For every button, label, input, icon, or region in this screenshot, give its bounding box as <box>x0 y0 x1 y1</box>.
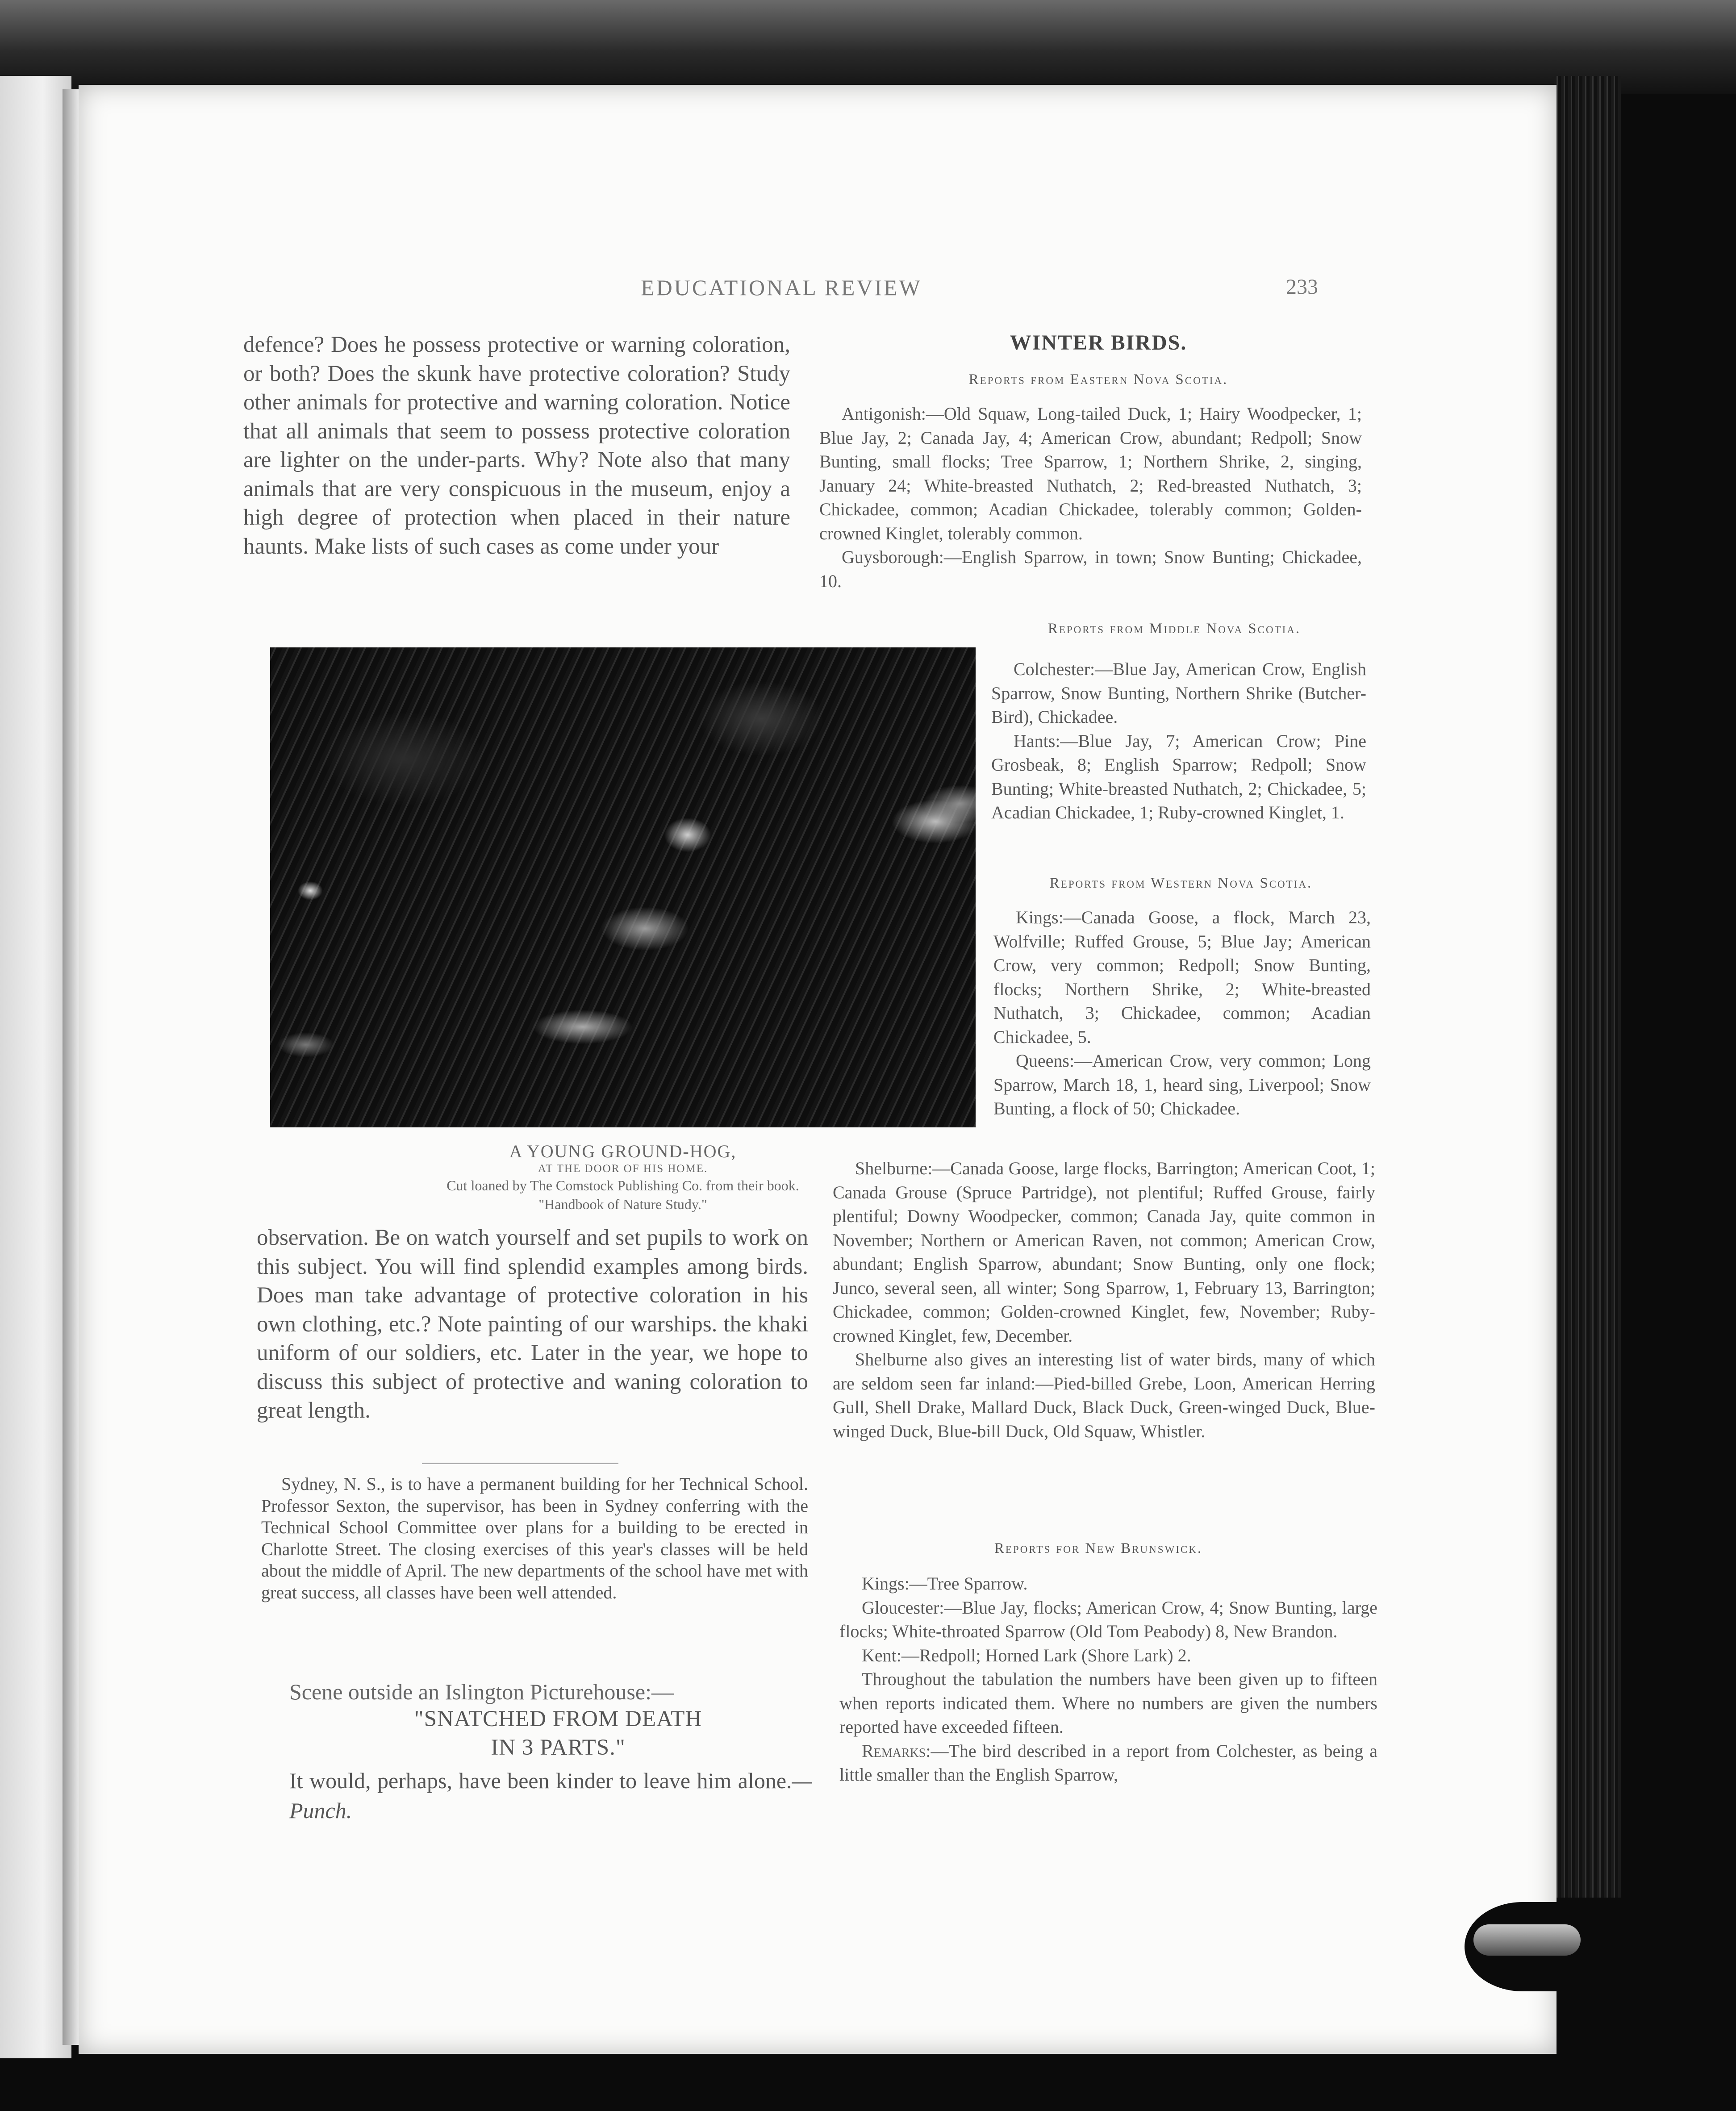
caption-subtitle: AT THE DOOR OF HIS HOME. <box>538 1163 708 1175</box>
facing-page-edge <box>0 76 71 2058</box>
scan-top-shadow <box>0 0 1736 94</box>
article-title: WINTER BIRDS. <box>1010 331 1187 355</box>
new-brunswick-reports <box>839 1572 1377 1787</box>
scene-headline-line-1: "SNATCHED FROM DEATH <box>414 1706 702 1731</box>
heading-western-nova-scotia: Reports from Western Nova Scotia. <box>1049 875 1313 891</box>
separator-rule <box>422 1463 618 1464</box>
scene-text <box>289 1766 812 1826</box>
remarks-paragraph <box>839 1739 1377 1787</box>
scene-source: —Punch. <box>289 1768 812 1823</box>
observation-paragraph: observation. Be on watch yourself and set pupils to work on this subject. You will find splendid examples among birds. Does man take advantage of protective coloration in his own clothing, etc.? Note painting of our warships. the khaki uniform of our soldiers, etc. Later in the year, we hope to discuss this subject of protective and waning coloration to great length. <box>257 1225 808 1423</box>
queens-report: Queens:—American Crow, very common; Long Sparrow, March 18, 1, heard sing, Liverpool; Snow Bunting, a flock of 50; Chickadee. <box>993 1051 1371 1118</box>
ground-hog-photo <box>270 647 976 1127</box>
western-reports-shelburne <box>833 1156 1375 1443</box>
kings-ns-report: Kings:—Canada Goose, a flock, March 23, Wolfville; Ruffed Grouse, 5; Blue Jay; American Crow, very common; Redpoll; Snow Bunting, flocks; Northern Shrike, 2; White-breasted Nuthatch, 3; Chickadee, common; Acadian Chickadee, 5. <box>993 907 1371 1047</box>
sydney-note <box>261 1473 808 1603</box>
protective-coloration-paragraph: defence? Does he possess protective or warning coloration, or both? Does the skunk have protective coloration? Study other animals for protective and warning coloration. Notice that all animals that seem to possess protective coloration are lighter on the under-parts. Why? Note also that many animals that are very conspicuous in the museum, enjoy a high degree of protection when placed in their nature haunts. Make lists of such cases as come under your <box>243 332 790 559</box>
scene-label: Scene outside an Islington Picturehouse:— <box>289 1679 674 1704</box>
kings-nb-report: Kings:—Tree Sparrow. <box>862 1573 1028 1594</box>
heading-eastern-nova-scotia: Reports from Eastern Nova Scotia. <box>968 371 1228 388</box>
running-title: EDUCATIONAL REVIEW <box>641 275 922 300</box>
gloucester-report: Gloucester:—Blue Jay, flocks; American Crow, 4; Snow Bunting, large flocks; White-throated Sparrow (Old Tom Peabody) 8, New Brandon. <box>839 1597 1377 1641</box>
western-reports-kings-queens <box>993 905 1371 1121</box>
remarks-text: —The bird described in a report from Colchester, as being a little smaller than the English Sparrow, <box>839 1740 1377 1785</box>
scene-headline-line-2: IN 3 PARTS." <box>491 1735 626 1760</box>
left-column-top <box>243 330 790 561</box>
sydney-note-text: Sydney, N. S., is to have a permanent building for her Technical School. Professor Sexton, the supervisor, has been in Sydney conferring with the Technical School Committee over plans for a building to be erected in Charlotte Street. The closing exercises of this year's classes will be held about the middle of April. The new departments of the school have met with great success, all classes have been well attended. <box>261 1474 808 1602</box>
guysborough-report: Guysborough:—English Sparrow, in town; Snow Bunting; Chickadee, 10. <box>819 547 1362 591</box>
hants-report: Hants:—Blue Jay, 7; American Crow; Pine Grosbeak, 8; English Sparrow; Redpoll; Snow Bunting; White-breasted Nuthatch, 2; Chickadee, 5; Acadian Chickadee, 1; Ruby-crowned Kinglet, 1. <box>991 730 1366 822</box>
binder-clip-shine <box>1473 1924 1581 1956</box>
shelburne-report: Shelburne:—Canada Goose, large flocks, Barrington; American Coot, 1; Canada Grouse (Spruce Partridge), not plentiful; Ruffed Grouse, fairly plentiful; Downy Woodpecker, common; Canada Jay, quite common in November; Northern or American Raven, not common; American Crow, abundant; English Sparrow, abundant; Snow Bunting, only one flock; Junco, several seen, all winter; Song Sparrow, 1, February 13, Barrington; Chickadee, common; Golden-crowned Kinglet, few, November; Ruby-crowned Kinglet, few, December. <box>833 1158 1375 1346</box>
heading-middle-nova-scotia: Reports from Middle Nova Scotia. <box>1047 621 1301 637</box>
eastern-reports <box>819 402 1362 593</box>
book-page-edges <box>1554 76 1621 1898</box>
caption-title: A YOUNG GROUND-HOG, <box>509 1141 737 1161</box>
middle-reports <box>991 657 1366 825</box>
antigonish-report: Antigonish:—Old Squaw, Long-tailed Duck, 1; Hairy Woodpecker, 1; Blue Jay, 2; Canada Jay, 4; American Crow, abundant; Redpoll; Snow Bunting, small flocks; Tree Sparrow, 1; Northern Shrike, 2, singing, January 24; White-breasted Nuthatch, 2; Red-breasted Nuthatch, 3; Chickadee, common; Acadian Chickadee, tolerably common; Golden-crowned Kinglet, tolerably common. <box>819 404 1362 543</box>
shelburne-water-birds: Shelburne also gives an interesting list of water birds, many of which are seldom seen far inland:—Pied-billed Grebe, Loon, American Herring Gull, Shell Drake, Mallard Duck, Black Duck, Green-winged Duck, Blue-winged Duck, Blue-bill Duck, Old Squaw, Whistler. <box>833 1349 1375 1441</box>
scene-joke: It would, perhaps, have been kinder to leave him alone. <box>289 1768 792 1793</box>
colchester-report: Colchester:—Blue Jay, American Crow, English Sparrow, Snow Bunting, Northern Shrike (Butcher-Bird), Chickadee. <box>991 659 1366 727</box>
facing-page-gutter <box>63 89 79 2045</box>
page-number: 233 <box>1286 275 1318 299</box>
left-column-continued <box>257 1223 808 1425</box>
tabulation-note: Throughout the tabulation the numbers have been given up to fifteen when reports indicated them. Where no numbers are given the numbers reported have exceeded fifteen. <box>839 1669 1377 1737</box>
kent-report: Kent:—Redpoll; Horned Lark (Shore Lark) 2. <box>862 1645 1191 1665</box>
remarks-label: Remarks: <box>862 1740 931 1761</box>
scene-headline <box>313 1705 804 1762</box>
heading-new-brunswick: Reports for New Brunswick. <box>994 1540 1203 1556</box>
caption-credit-line-1: Cut loaned by The Comstock Publishing Co. from their book. <box>447 1177 799 1193</box>
caption-credit-line-2: "Handbook of Nature Study." <box>538 1196 707 1212</box>
